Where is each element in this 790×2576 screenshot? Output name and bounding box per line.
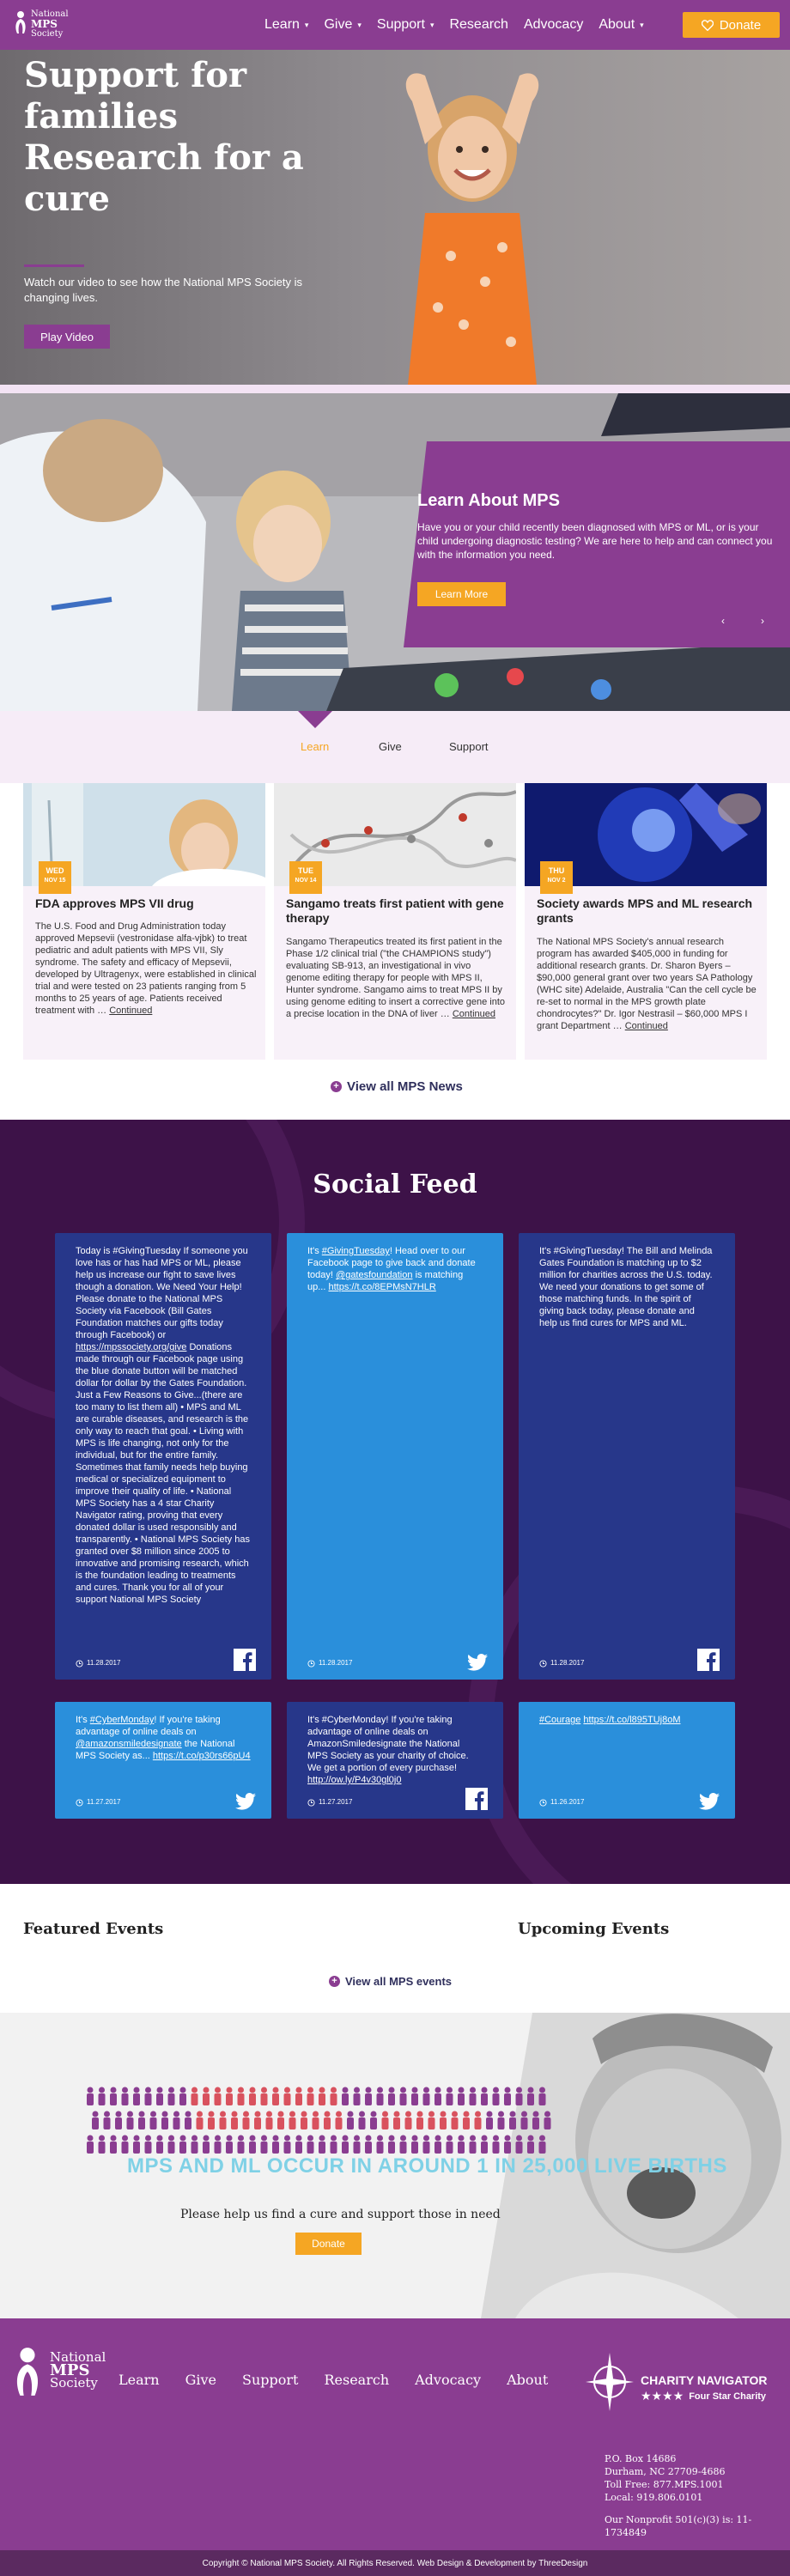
person-figure-icon — [481, 2136, 488, 2154]
footer-nav-learn[interactable]: Learn — [118, 2372, 160, 2388]
learn-text: Have you or your child recently been diagnosed with MPS or ML, or is your child undergoing diagnostic testing? We are here to help and can connect you with the information you need. — [417, 521, 773, 561]
header-donate-button[interactable] — [683, 12, 780, 38]
post-date: 11.28.2017 — [319, 1659, 353, 1667]
mention-link[interactable]: @gatesfoundation — [336, 1270, 413, 1280]
hero-divider — [24, 264, 84, 267]
person-figure-icon — [319, 2087, 325, 2106]
post-text-2: Donations made through our Facebook page using the blue donate button will be matched dollar for dollar by the Gates Foundation. Just a Few Reasons to Give...(there are too many to list them all) • MPS and ML are curable diseases, and research is the only way to reach that goal. • Living with MPS is life changing, not only for the individual, but for the entire family. Sometimes that family needs help buying medical or specialized equipment to improve their quality of life. • National MPS Society has a 4 star Charity Navigator rating, proving that every donated dollar is used responsibly and transparently. • National MPS Society has granted over $8 million since 2005 to innovative and promising research, which is the foundation leading to treatments and cures. Thank you for all of your support National MPS Society — [76, 1342, 250, 1605]
tab-support[interactable]: Support — [449, 740, 489, 753]
person-figure-icon — [447, 2136, 453, 2154]
person-figure-icon — [289, 2111, 296, 2130]
person-figure-icon — [156, 2087, 163, 2106]
twitter-icon[interactable] — [699, 1793, 720, 1810]
person-figure-icon — [254, 2111, 261, 2130]
person-figure-icon — [458, 2087, 465, 2106]
person-figure-icon — [347, 2111, 354, 2130]
news-card[interactable] — [274, 783, 516, 1060]
person-figure-icon — [434, 2136, 441, 2154]
person-figure-icon — [504, 2136, 511, 2154]
person-figure-icon — [115, 2111, 122, 2130]
person-figure-icon — [272, 2087, 279, 2106]
charity-navigator-name: CHARITY NAVIGATOR — [641, 2373, 768, 2387]
person-figure-icon — [400, 2136, 407, 2154]
continued-link[interactable]: Continued — [452, 1009, 495, 1019]
footer-logo-line2: MPS — [50, 2361, 90, 2379]
post-link[interactable]: http://ow.ly/P4v30gl0j0 — [307, 1775, 402, 1785]
person-figure-icon — [354, 2136, 361, 2154]
person-figure-icon — [295, 2087, 302, 2106]
person-figure-icon — [313, 2111, 319, 2130]
social-feed-title: Social Feed — [313, 1170, 477, 1200]
hero-title: Support for families Research for a cure — [24, 55, 304, 219]
person-figure-icon — [92, 2111, 99, 2130]
person-figure-icon — [87, 2136, 94, 2154]
date-badge — [39, 861, 71, 894]
upcoming-events-heading: Upcoming Events — [518, 1920, 670, 1938]
person-figure-icon — [388, 2136, 395, 2154]
post-link[interactable]: https://mpssociety.org/give — [76, 1342, 187, 1352]
person-figure-icon — [527, 2136, 534, 2154]
clock-icon — [539, 1799, 547, 1807]
mps-logo-icon — [12, 2346, 43, 2397]
person-figure-icon — [393, 2111, 400, 2130]
person-figure-icon — [197, 2111, 204, 2130]
person-figure-icon — [331, 2087, 337, 2106]
person-figure-icon — [539, 2087, 546, 2106]
post-link[interactable]: https://t.co/l895TUj8oM — [583, 1715, 681, 1725]
footer-nav-research[interactable]: Research — [324, 2372, 390, 2388]
person-figure-icon — [400, 2087, 407, 2106]
nav-about[interactable] — [599, 15, 643, 34]
person-figure-icon — [452, 2111, 459, 2130]
hashtag-link[interactable]: #Courage — [539, 1715, 581, 1725]
twitter-icon[interactable] — [235, 1793, 256, 1810]
person-figure-icon — [110, 2136, 117, 2154]
stat-donate-button[interactable]: Donate — [295, 2233, 362, 2255]
badge-day: TUE — [298, 866, 313, 875]
person-figure-icon — [179, 2087, 186, 2106]
nav-research-label: Research — [449, 17, 508, 32]
person-figure-icon — [145, 2087, 152, 2106]
badge-date: NOV 15 — [44, 878, 66, 884]
person-figure-icon — [168, 2136, 175, 2154]
featured-events-heading: Featured Events — [23, 1920, 164, 1938]
person-figure-icon — [122, 2087, 129, 2106]
social-post-twitter[interactable] — [519, 1702, 735, 1819]
chevron-down-icon: ▾ — [357, 20, 362, 29]
nav-learn-label: Learn — [264, 17, 300, 32]
footer-nav-about[interactable]: About — [507, 2372, 549, 2388]
person-figure-icon — [331, 2136, 337, 2154]
person-figure-icon — [481, 2087, 488, 2106]
post-text: It's — [307, 1246, 319, 1256]
header-donate-label: Donate — [719, 17, 762, 33]
badge-day: WED — [46, 866, 64, 875]
post-date: 11.26.2017 — [550, 1798, 585, 1806]
post-date: 11.27.2017 — [87, 1798, 121, 1806]
post-date: 11.28.2017 — [550, 1659, 585, 1667]
hero-subtitle: Watch our video to see how the National MPS Society is changing lives. — [24, 276, 302, 304]
badge-date: NOV 2 — [547, 878, 566, 884]
clock-icon — [76, 1660, 83, 1668]
nav-advocacy[interactable] — [524, 15, 583, 34]
person-figure-icon — [208, 2111, 215, 2130]
heart-icon — [702, 20, 714, 31]
nav-about-label: About — [599, 17, 635, 32]
footer-nav-support[interactable]: Support — [242, 2372, 299, 2388]
logo-line3: Society — [31, 29, 64, 39]
person-figure-icon — [133, 2087, 140, 2106]
person-figure-icon — [261, 2087, 268, 2106]
main-nav — [264, 15, 644, 34]
person-figure-icon — [226, 2136, 233, 2154]
person-figure-icon — [215, 2087, 222, 2106]
footer-nav-give[interactable]: Give — [185, 2372, 216, 2388]
nav-give[interactable] — [324, 15, 361, 34]
person-figure-icon — [342, 2087, 349, 2106]
post-text: It's — [76, 1715, 88, 1725]
mention-link[interactable]: @amazonsmiledesignate — [76, 1739, 182, 1749]
chevron-right-icon[interactable]: › — [761, 615, 764, 627]
social-post-facebook[interactable] — [287, 1702, 503, 1819]
tab-pointer-icon — [298, 711, 332, 728]
post-footer — [539, 1657, 584, 1669]
person-figure-icon — [99, 2087, 106, 2106]
post-date: 11.27.2017 — [319, 1798, 353, 1806]
stat-headline: MPS AND ML OCCUR IN AROUND 1 IN 25,000 LIVE BIRTHS — [127, 2154, 727, 2178]
person-figure-icon — [150, 2111, 157, 2130]
person-figure-icon — [238, 2087, 245, 2106]
person-figure-icon — [509, 2111, 516, 2130]
person-figure-icon — [475, 2111, 482, 2130]
address-line: Local: 919.806.0101 — [605, 2492, 703, 2503]
plus-circle-icon: + — [329, 1976, 340, 1987]
person-figure-icon — [127, 2111, 134, 2130]
person-figure-icon — [191, 2136, 198, 2154]
person-figure-icon — [365, 2136, 372, 2154]
social-post-twitter[interactable] — [55, 1702, 271, 1819]
date-badge — [289, 861, 322, 894]
person-figure-icon — [145, 2136, 152, 2154]
mps-logo-icon — [14, 10, 27, 34]
person-figure-icon — [179, 2136, 186, 2154]
news-excerpt — [286, 936, 507, 1020]
person-figure-icon — [277, 2111, 284, 2130]
person-figure-icon — [295, 2136, 302, 2154]
learn-more-button[interactable]: Learn More — [417, 582, 506, 606]
nav-support-label: Support — [376, 17, 425, 32]
nav-give-label: Give — [324, 17, 353, 32]
tab-learn[interactable]: Learn — [301, 740, 330, 753]
hero-girl-photo — [365, 67, 580, 385]
news-card[interactable] — [23, 783, 265, 1060]
person-figure-icon — [231, 2111, 238, 2130]
person-figure-icon — [532, 2111, 539, 2130]
star-rating-icons: ★★★★ — [641, 2389, 684, 2403]
hero-bottom-band — [0, 385, 790, 393]
person-figure-icon — [423, 2136, 430, 2154]
news-title[interactable]: Society awards MPS and ML research grants — [537, 896, 753, 925]
post-footer — [76, 1657, 120, 1669]
person-figure-icon — [272, 2136, 279, 2154]
post-link[interactable]: https://t.co/p30rs66pU4 — [152, 1751, 251, 1761]
twitter-icon[interactable] — [467, 1654, 488, 1671]
person-figure-icon — [168, 2087, 175, 2106]
footer-logo-line1: National — [50, 2349, 106, 2365]
news-title[interactable]: Sangamo treats first patient with gene therapy — [286, 896, 504, 925]
address-line: Durham, NC 27709-4686 — [605, 2466, 726, 2477]
person-figure-icon — [377, 2087, 384, 2106]
social-post-facebook[interactable] — [55, 1233, 271, 1680]
badge-day: THU — [548, 866, 565, 875]
social-post-facebook[interactable] — [519, 1233, 735, 1680]
person-figure-icon — [493, 2136, 500, 2154]
person-figure-icon — [405, 2111, 412, 2130]
person-figure-icon — [284, 2136, 291, 2154]
post-footer — [76, 1796, 120, 1808]
person-figure-icon — [226, 2087, 233, 2106]
person-figure-icon — [434, 2087, 441, 2106]
footer-nav — [118, 2372, 548, 2388]
chevron-down-icon: ▾ — [640, 20, 644, 29]
person-figure-icon — [416, 2111, 423, 2130]
person-figure-icon — [365, 2087, 372, 2106]
post-link[interactable]: https://t.co/8EPMsN7HLR — [328, 1282, 436, 1292]
chevron-left-icon[interactable]: ‹ — [721, 615, 725, 627]
person-figure-icon — [284, 2087, 291, 2106]
post-text-2: ! Head over to our Facebook page to give back and donate today! — [307, 1246, 476, 1280]
chevron-down-icon: ▾ — [429, 20, 434, 29]
person-figure-icon — [388, 2087, 395, 2106]
person-figure-icon — [411, 2087, 418, 2106]
person-figure-icon — [521, 2111, 528, 2130]
social-post-twitter[interactable] — [287, 1233, 503, 1680]
person-figure-icon — [544, 2111, 551, 2130]
person-figure-icon — [266, 2111, 273, 2130]
post-footer — [307, 1657, 352, 1669]
person-figure-icon — [324, 2111, 331, 2130]
news-excerpt — [537, 936, 758, 1032]
news-title[interactable]: FDA approves MPS VII drug — [35, 896, 194, 910]
person-figure-icon — [133, 2136, 140, 2154]
person-figure-icon — [261, 2136, 268, 2154]
hashtag-link[interactable]: #CyberMonday — [89, 1715, 155, 1725]
person-figure-icon — [516, 2087, 523, 2106]
person-figure-icon — [504, 2087, 511, 2106]
post-text: It's #GivingTuesday! The Bill and Melinda Gates Foundation is matching up to $2 million for charities across the U.S. today. We need your donations to get some of those matching funds. In the spirit of giving back today, please donate and help us find cures for MPS and ML. — [539, 1246, 713, 1328]
person-figure-icon — [359, 2111, 366, 2130]
continued-link[interactable]: Continued — [109, 1005, 153, 1016]
person-figure-icon — [104, 2111, 111, 2130]
person-figure-icon — [203, 2136, 210, 2154]
logo-text — [31, 10, 69, 39]
post-text: It's #CyberMonday! If you're taking advantage of online deals on AmazonSmiledesignate the National MPS Society as your charity of choice. We get a portion of every purchase! — [307, 1715, 469, 1773]
compass-icon — [584, 2349, 635, 2415]
person-figure-icon — [215, 2136, 222, 2154]
person-figure-icon — [370, 2111, 377, 2130]
person-figure-icon — [423, 2087, 430, 2106]
person-figure-icon — [203, 2087, 210, 2106]
person-figure-icon — [220, 2111, 227, 2130]
person-figure-icon — [249, 2087, 256, 2106]
plus-circle-icon: + — [331, 1081, 342, 1092]
tab-give[interactable]: Give — [379, 740, 402, 753]
person-figure-icon — [161, 2111, 168, 2130]
person-figure-icon — [156, 2136, 163, 2154]
person-figure-icon — [87, 2087, 94, 2106]
learn-title: Learn About MPS — [417, 491, 560, 510]
facebook-icon[interactable] — [697, 1649, 720, 1671]
logo-line2: MPS — [31, 18, 58, 30]
person-figure-icon — [428, 2111, 435, 2130]
facebook-icon[interactable] — [465, 1788, 488, 1810]
footer-address — [605, 2452, 790, 2539]
person-figure-icon — [354, 2087, 361, 2106]
person-figure-icon — [191, 2087, 198, 2106]
person-figure-icon — [493, 2087, 500, 2106]
person-figure-icon — [307, 2087, 314, 2106]
news-card[interactable] — [525, 783, 767, 1060]
footer-logo-text — [50, 2351, 106, 2390]
person-figure-icon — [440, 2111, 447, 2130]
post-date: 11.28.2017 — [87, 1659, 121, 1667]
person-figure-icon — [122, 2136, 129, 2154]
person-figure-icon — [498, 2111, 505, 2130]
person-figure-icon — [411, 2136, 418, 2154]
post-text-2: ! If you're taking advantage of online deals on — [76, 1715, 221, 1737]
person-figure-icon — [377, 2136, 384, 2154]
person-figure-icon — [138, 2111, 145, 2130]
post-footer — [539, 1796, 584, 1808]
address-line: P.O. Box 14686 — [605, 2453, 677, 2464]
address-line: Toll Free: 877.MPS.1001 — [605, 2479, 724, 2490]
person-figure-icon — [238, 2136, 245, 2154]
address-spacer — [605, 2504, 790, 2513]
person-figure-icon — [307, 2136, 314, 2154]
person-figure-icon — [527, 2087, 534, 2106]
person-figure-icon — [539, 2136, 546, 2154]
view-all-events-link[interactable] — [329, 1975, 452, 1988]
post-footer — [307, 1796, 352, 1808]
news-excerpt-text: The National MPS Society's annual research program has awarded $405,000 in funding for additional research grants. Dr. Sharon Byers – $90,000 general grant over two years SA Pathology (WHC site) Adelaide, Australia "Can the cell cycle be re-set to normal in the MPS growth plate chondrocytes?" Dr. Igor Nestrasil – $60,000 MPS I grant Department … — [537, 937, 757, 1031]
person-figure-icon — [447, 2087, 453, 2106]
person-figure-icon — [458, 2136, 465, 2154]
person-figure-icon — [110, 2087, 117, 2106]
post-text-3: is matching up... — [307, 1270, 464, 1292]
footer-logo-line3: Society — [50, 2375, 98, 2391]
post-text-3: the National MPS Society as... — [76, 1739, 235, 1761]
person-figure-icon — [382, 2111, 389, 2130]
person-figure-icon — [243, 2111, 250, 2130]
clock-icon — [307, 1660, 315, 1668]
date-badge — [540, 861, 573, 894]
stat-subtitle: Please help us find a cure and support those in need — [180, 2208, 501, 2221]
person-figure-icon — [470, 2087, 477, 2106]
badge-date: NOV 14 — [295, 878, 317, 884]
clock-icon — [539, 1660, 547, 1668]
person-figure-icon — [470, 2136, 477, 2154]
person-figure-icon — [342, 2136, 349, 2154]
post-text: Today is #GivingTuesday If someone you love has or has had MPS or ML, please help us increase our fight to save lives though a donation. We Need Your Help! Please donate to the National MPS Society via Facebook (Bill Gates Foundation matches our gifts today through Facebook) or — [76, 1246, 248, 1340]
nav-support[interactable] — [377, 15, 434, 34]
view-all-news-label: View all MPS News — [347, 1079, 463, 1094]
charity-rating-text: Four Star Charity — [689, 2391, 767, 2402]
person-figure-icon — [301, 2111, 307, 2130]
person-figure-icon — [486, 2111, 493, 2130]
chevron-down-icon: ▾ — [304, 20, 309, 29]
view-all-events-label: View all MPS events — [345, 1975, 453, 1988]
view-all-news-link[interactable] — [331, 1079, 463, 1094]
person-figure-icon — [319, 2136, 325, 2154]
news-excerpt-text: Sangamo Therapeutics treated its first patient in the Phase 1/2 clinical trial ("the CHAMPIONS study") evaluating SB-913, an investigational in vivo genome editing therapy for people with MPS II, Hunter syndrome. Sangamo aims to treat MPS II by using genome editing to insert a corrective gene into a precise location in the DNA of liver … — [286, 937, 505, 1019]
news-excerpt-text: The U.S. Food and Drug Administration today approved Mepsevii (vestronidase alfa-vjbk) to treat pediatric and adult patients with MPS VII, Sly syndrome. The safety and efficacy of Mepsevii, developed by Ultragenyx, were established in clinical trial and were tested on 23 patients ranging from 5 months to 25 years of age. Patients received treatment with … — [35, 921, 257, 1016]
person-figure-icon — [336, 2111, 343, 2130]
hashtag-link[interactable]: #GivingTuesday — [321, 1246, 390, 1256]
address-line: Our Nonprofit 501(c)(3) is: 11-1734849 — [605, 2514, 752, 2538]
logo-line1: National — [31, 9, 69, 19]
news-excerpt — [35, 920, 257, 1017]
person-figure-icon — [249, 2136, 256, 2154]
facebook-icon[interactable] — [234, 1649, 256, 1671]
copyright-bar: Copyright © National MPS Society. All Rights Reserved. Web Design & Development by ThreeDesign — [0, 2550, 790, 2576]
site-logo[interactable] — [14, 7, 82, 43]
person-figure-icon — [185, 2111, 191, 2130]
person-figure-icon — [463, 2111, 470, 2130]
charity-rating-row — [641, 2389, 766, 2403]
play-video-button[interactable]: Play Video — [24, 325, 110, 349]
person-figure-icon — [516, 2136, 523, 2154]
person-figure-icon — [99, 2136, 106, 2154]
footer-nav-advocacy[interactable]: Advocacy — [415, 2372, 482, 2388]
nav-learn[interactable] — [264, 15, 308, 34]
population-figures-graphic — [82, 2078, 562, 2164]
clock-icon — [76, 1799, 83, 1807]
clock-icon — [307, 1799, 315, 1807]
continued-link[interactable]: Continued — [624, 1021, 668, 1031]
person-figure-icon — [173, 2111, 180, 2130]
nav-research[interactable] — [449, 15, 507, 34]
nav-advocacy-label: Advocacy — [523, 17, 584, 32]
